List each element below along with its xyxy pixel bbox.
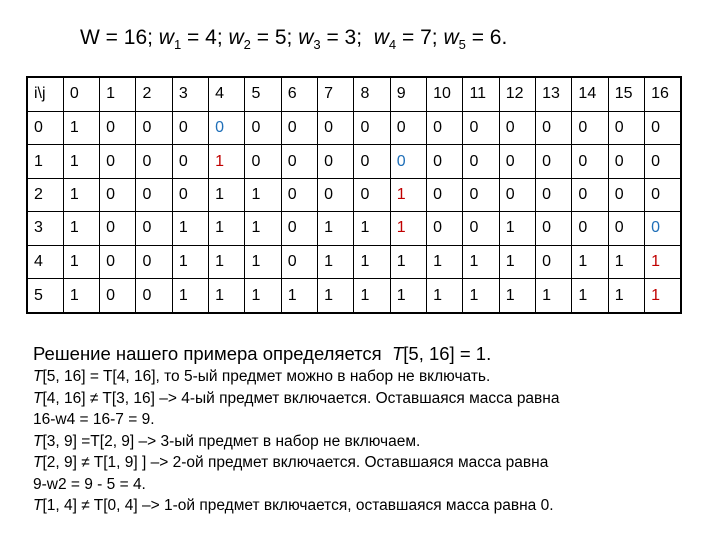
table-cell: 1 — [318, 245, 354, 278]
table-cell: 1 — [245, 178, 281, 211]
table-cell: 0 — [463, 178, 499, 211]
column-header: 6 — [281, 77, 317, 111]
table-cell: 1 — [354, 245, 390, 278]
table-cell: 0 — [608, 145, 644, 178]
column-header: 9 — [390, 77, 426, 111]
table-cell: 1 — [209, 178, 245, 211]
column-header: 2 — [136, 77, 172, 111]
table-cell: 1 — [354, 212, 390, 245]
solution-line-3: 16-w4 = 16-7 = 9. — [33, 411, 155, 428]
table-cell: 0 — [136, 145, 172, 178]
table-cell: 1 — [209, 279, 245, 313]
table-row — [27, 178, 681, 211]
table-cell: 0 — [136, 212, 172, 245]
table-cell: 0 — [499, 145, 535, 178]
table-cell: 0 — [136, 178, 172, 211]
table-row — [27, 245, 681, 278]
column-header: 0 — [63, 77, 99, 111]
solution-lead: Решение нашего примера определяется T[5, 16] = 1. — [33, 343, 492, 364]
column-header: 10 — [427, 77, 463, 111]
column-header: 7 — [318, 77, 354, 111]
solution-line-5: T[2, 9] ≠ T[1, 9] ] –> 2-ой предмет включается. Оставшаяся масса равна — [33, 454, 549, 471]
weight-value-3: 3 — [344, 26, 357, 49]
table-cell: 0 — [136, 245, 172, 278]
table-cell: 0 — [608, 178, 644, 211]
table-cell: 0 — [608, 111, 644, 144]
table-cell: 1 — [209, 245, 245, 278]
table-cell: 0 — [463, 145, 499, 178]
table-cell: 1 — [390, 279, 426, 313]
capacity-value: 16 — [123, 26, 148, 49]
capacity-label: W — [80, 26, 100, 49]
table-cell: 1 — [245, 279, 281, 313]
weight-value-5: 6 — [489, 26, 502, 49]
table-cell: 0 — [354, 178, 390, 211]
table-cell: 0 — [281, 111, 317, 144]
table-cell: 1 — [390, 178, 426, 211]
table-cell: 0 — [172, 178, 208, 211]
table-cell: 0 — [136, 279, 172, 313]
table-cell: 0 — [427, 111, 463, 144]
table-cell: 1 — [172, 279, 208, 313]
table-cell: 0 — [172, 111, 208, 144]
table-cell: 1 — [281, 279, 317, 313]
table-cell: 0 — [536, 212, 572, 245]
table-cell: 0 — [318, 178, 354, 211]
table-cell: 0 — [281, 145, 317, 178]
table-header-row — [27, 77, 681, 111]
table-cell: 1 — [499, 212, 535, 245]
table-cell: 1 — [172, 212, 208, 245]
table-cell: 0 — [536, 145, 572, 178]
table-cell: 0 — [172, 145, 208, 178]
weight-sub-3: 3 — [313, 37, 321, 53]
table-cell: 0 — [136, 111, 172, 144]
table-cell: 1 — [172, 245, 208, 278]
table-cell: 0 — [427, 145, 463, 178]
row-header: 2 — [27, 178, 63, 211]
table-cell: 0 — [354, 145, 390, 178]
table-cell: 0 — [427, 212, 463, 245]
row-header: 5 — [27, 279, 63, 313]
weight-sub-1: 1 — [173, 37, 182, 53]
table-cell: 0 — [390, 111, 426, 144]
table-cell: 1 — [63, 111, 99, 144]
weight-value-1: 4 — [205, 26, 217, 49]
weights-heading: W = 16; $w_1 = 4$; $w_2 = 5$; $w_3 = 3$; $w_4 = 7$; $w_5 = 6$. — [80, 26, 508, 53]
row-header: 0 — [27, 111, 63, 144]
table-cell: 1 — [572, 279, 608, 313]
column-header: 3 — [172, 77, 208, 111]
table-cell: 0 — [318, 145, 354, 178]
table-cell: 0 — [245, 145, 281, 178]
table-cell: 0 — [572, 212, 608, 245]
weight-sub-4: 4 — [388, 37, 397, 53]
table-cell: 1 — [318, 279, 354, 313]
table-cell: 1 — [572, 245, 608, 278]
table-cell: 0 — [463, 111, 499, 144]
table-cell: 0 — [318, 111, 354, 144]
column-header: 8 — [354, 77, 390, 111]
table-cell: 1 — [499, 245, 535, 278]
table-cell: 1 — [63, 279, 99, 313]
solution-lead-text: Решение нашего примера определяется — [33, 343, 382, 364]
solution-lead-expr: [5, 16] = 1. — [403, 343, 492, 364]
table-row — [27, 279, 681, 313]
table-row — [27, 111, 681, 144]
table-cell: 0 — [281, 212, 317, 245]
table-corner-cell: i\j — [27, 77, 63, 111]
row-header: 4 — [27, 245, 63, 278]
table-cell: 1 — [536, 279, 572, 313]
column-header: 12 — [499, 77, 535, 111]
table-cell: 0 — [572, 145, 608, 178]
table-cell: 0 — [390, 145, 426, 178]
table-cell: 1 — [390, 212, 426, 245]
table-cell: 0 — [645, 145, 681, 178]
table-cell: 1 — [608, 279, 644, 313]
table-cell: 1 — [209, 145, 245, 178]
table-cell: 1 — [63, 212, 99, 245]
table-cell: 1 — [63, 245, 99, 278]
solution-line-6: 9-w2 = 9 - 5 = 4. — [33, 475, 146, 493]
table-cell: 0 — [499, 178, 535, 211]
solution-line-2: T[4, 16] ≠ T[3, 16] –> 4-ый предмет включается. Оставшаяся масса равна — [33, 389, 560, 407]
column-header: 11 — [463, 77, 499, 111]
table-cell: 1 — [63, 145, 99, 178]
solution-line-7: T[1, 4] ≠ T[0, 4] –> 1-ой предмет включается, оставшаяся масса равна 0. — [33, 497, 554, 514]
table-cell: 0 — [281, 245, 317, 278]
table-row — [27, 145, 681, 178]
table-cell: 1 — [645, 279, 681, 313]
table-cell: 0 — [245, 111, 281, 144]
table-cell: 1 — [499, 279, 535, 313]
row-header: 3 — [27, 212, 63, 245]
table-row — [27, 212, 681, 245]
table-cell: 0 — [645, 212, 681, 245]
table-cell: 1 — [608, 245, 644, 278]
weight-sub-5: 5 — [458, 37, 466, 53]
table-cell: 0 — [499, 111, 535, 144]
table-cell: 1 — [463, 245, 499, 278]
table-cell: 1 — [427, 245, 463, 278]
table-cell: 0 — [354, 111, 390, 144]
table-cell: 0 — [572, 178, 608, 211]
table-cell: 0 — [645, 178, 681, 211]
table-cell: 0 — [572, 111, 608, 144]
table-cell: 0 — [100, 279, 136, 313]
table-cell: 0 — [100, 111, 136, 144]
table-cell: 0 — [463, 212, 499, 245]
table-cell: 0 — [209, 111, 245, 144]
table-cell: 0 — [536, 178, 572, 211]
table-cell: 1 — [245, 245, 281, 278]
table-cell: 1 — [390, 245, 426, 278]
table-cell: 1 — [245, 212, 281, 245]
table-cell: 0 — [100, 178, 136, 211]
table-cell: 0 — [645, 111, 681, 144]
weight-value-4: 7 — [420, 26, 432, 49]
table-cell: 0 — [536, 111, 572, 144]
table-cell: 0 — [100, 212, 136, 245]
table-cell: 1 — [645, 245, 681, 278]
weight-value-2: 5 — [274, 26, 287, 49]
column-header: 14 — [572, 77, 608, 111]
column-header: 13 — [536, 77, 572, 111]
table-cell: 0 — [608, 212, 644, 245]
table-cell: 1 — [427, 279, 463, 313]
table-cell: 1 — [318, 212, 354, 245]
table-cell: 0 — [427, 178, 463, 211]
solution-line-4: T[3, 9] =T[2, 9] –> 3-ый предмет в набор не включаем. — [33, 432, 421, 450]
column-header: 4 — [209, 77, 245, 111]
solution-text — [33, 342, 713, 517]
table-cell: 1 — [354, 279, 390, 313]
table-cell: 0 — [100, 245, 136, 278]
table-cell: 1 — [63, 178, 99, 211]
dp-table — [26, 76, 682, 314]
column-header: 16 — [645, 77, 681, 111]
column-header: 1 — [100, 77, 136, 111]
table-cell: 1 — [463, 279, 499, 313]
row-header: 1 — [27, 145, 63, 178]
table-cell: 1 — [209, 212, 245, 245]
solution-line-1: T[5, 16] = T[4, 16], то 5-ый предмет можно в набор не включать. — [33, 368, 491, 385]
column-header: 15 — [608, 77, 644, 111]
table-cell: 0 — [281, 178, 317, 211]
column-header: 5 — [245, 77, 281, 111]
table-cell: 0 — [100, 145, 136, 178]
weight-sub-2: 2 — [243, 37, 251, 53]
table-cell: 0 — [536, 245, 572, 278]
